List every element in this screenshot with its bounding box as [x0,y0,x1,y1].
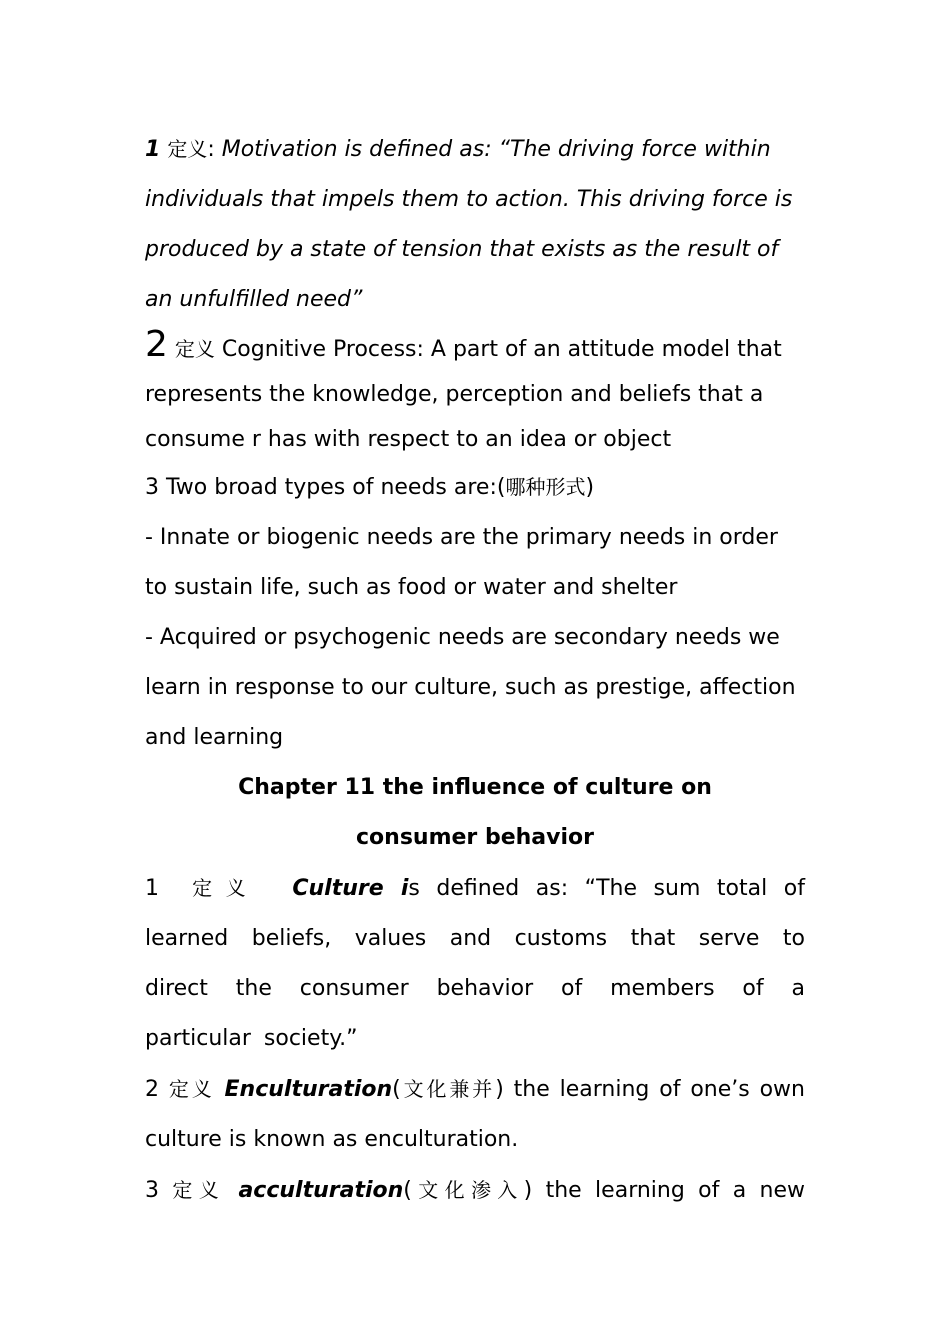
paragraph-needs-types [145,462,805,513]
culture-term: Culture i [292,876,409,901]
chinese-label: 定义 [172,1178,226,1202]
item-number: 1 [145,876,159,901]
item-number: 3 [145,1178,159,1203]
chinese-label: 定义 [168,1077,215,1101]
cognitive-definition: Cognitive Process: A part of an attitude model that represents the knowledge, perception and beliefs that a consume r has with respect to an idea or object [145,337,782,452]
paragraph-innate-needs: - Innate or biogenic needs are the primary needs in order to sustain life, such as food or water and shelter [145,525,778,600]
chinese-label: 定义 [167,137,208,161]
open-paren: ( [403,1178,412,1203]
open-paren: ( [392,1077,401,1102]
enculturation-term: Enculturation [224,1077,393,1102]
acculturation-term: acculturation [238,1178,404,1203]
paragraph-enculturation [145,1064,805,1165]
close-paren: ) [585,475,595,500]
acculturation-definition: ) the learning of a new [523,1178,806,1203]
paragraph-motivation [145,124,805,325]
item-number: 1 [145,137,161,162]
culture-definition: s defined as: “The sum total of learned beliefs, values and customs that serve to direct the consumer behavior of members of a particular society.” [145,876,805,1051]
paragraph-acculturation [145,1165,805,1216]
item-number: 2 [145,324,168,365]
chinese-note: 哪种形式 [505,475,586,499]
needs-heading: 3 Two broad types of needs are:( [145,475,506,500]
paragraph-acquired-needs: - Acquired or psychogenic needs are secondary needs we learn in response to our culture, such as prestige, affection and learning [145,625,796,750]
document-body [145,124,805,1216]
chapter-title-line-2: consumer behavior [356,825,594,850]
motivation-definition: Motivation is defined as: “The driving force within individuals that impels them to action. This driving force is produced by a state of tension that exists as the result of an unfulfilled need” [145,137,793,312]
colon: : [207,137,215,162]
item-number: 2 [145,1077,159,1102]
chinese-label: 定义 [192,876,260,900]
paragraph-cognitive-process [145,325,805,462]
chapter-title-line-1: Chapter 11 the influence of culture on [238,775,712,800]
chinese-note: 文化渗入 [411,1178,524,1202]
chinese-note: 文化兼并 [400,1077,496,1101]
chinese-label: 定义 [174,337,215,361]
enculturation-definition: ) the learning of one’s own culture is known as enculturation. [145,1077,805,1152]
paragraph-culture [145,863,805,1064]
